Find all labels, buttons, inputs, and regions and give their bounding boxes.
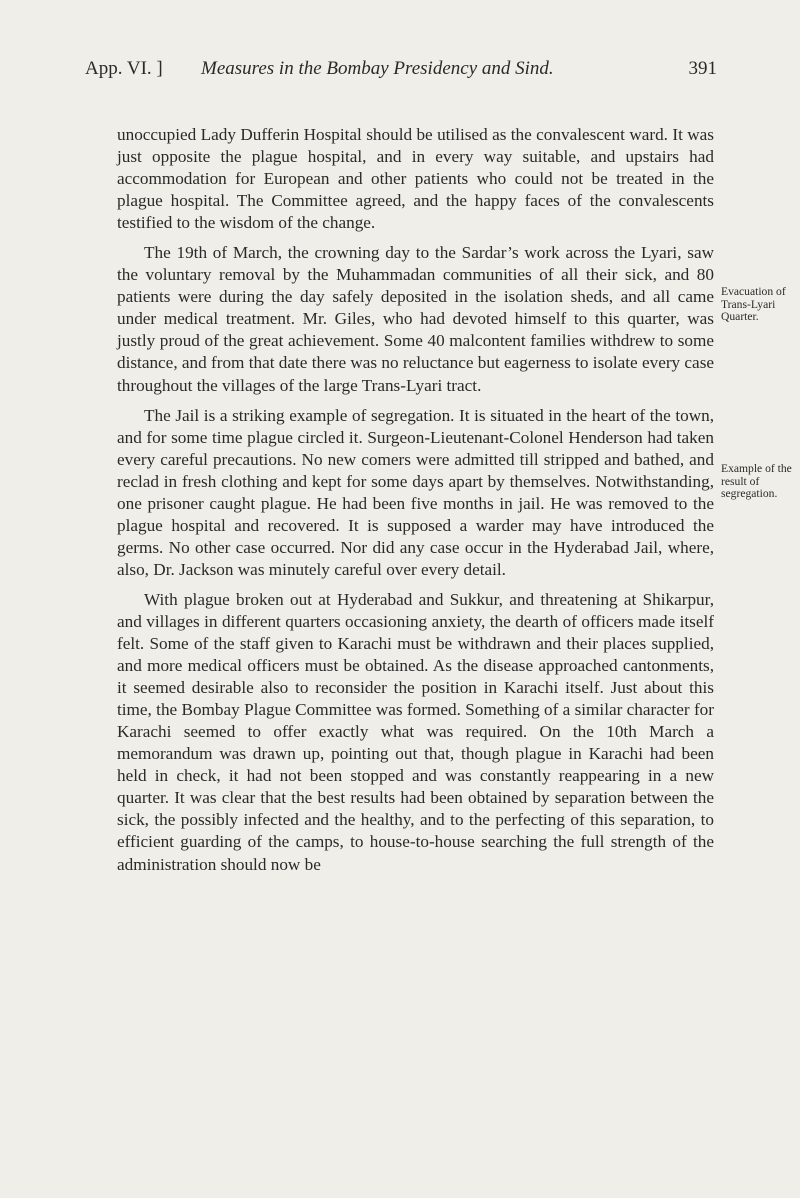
paragraph-3: The Jail is a striking example of segregation. It is situated in the heart of the town, and for some time plague circled it. Surgeon-Lieutenant-Colonel Henderson had taken every careful precautions. No new comers were admitted till stripped and bathed, and reclad in fresh clothing and kept for some days apart by themselves. Notwithstanding, one prisoner caught plague. He had been five months in jail. He was removed to the plague hospital and recovered. It is supposed a warder may have introduced the germs. No other case occurred. Nor did any case occur in the Hyderabad Jail, where, also, Dr. Jackson was minutely careful over every detail. [117, 405, 714, 579]
paragraph-2: The 19th of March, the crowning day to the Sardar’s work across the Lyari, saw the voluntary removal by the Muhammadan communities of all their sick, and 80 patients were during the day safely deposited in the isolation sheds, and all came under medical treatment. Mr. Giles, who had devoted himself to this quarter, was justly proud of the great achievement. Some 40 malcontent families withdrew to some distance, and from that date there was no reluctance but eagerness to isolate every case throughout the villages of the large Trans-Lyari tract. [117, 243, 715, 395]
page-body [117, 124, 714, 876]
running-title: Measures in the Bombay Presidency and Sind. [201, 58, 554, 79]
appendix-label: App. VI. ] [85, 58, 163, 79]
page-number: 391 [688, 58, 717, 79]
running-header [85, 58, 717, 88]
paragraph-4: With plague broken out at Hyderabad and Sukkur, and threatening at Shikarpur, and villages in different quarters occasioning anxiety, the dearth of officers made itself felt. Some of the staff given to Karachi must be withdrawn and their places supplied, and more medical officers must be obtained. As the disease approached cantonments, it seemed desirable also to reconsider the position in Karachi itself. Just about this time, the Bombay Plague Committee was formed. Something of a similar character for Karachi seemed to offer exactly what was required. On the 10th March a memorandum was drawn up, pointing out that, though plague in Karachi had been held in check, it had not been stopped and was constantly reappearing in a new quarter. It was clear that the best results had been obtained by separation between the sick, the possibly infected and the healthy, and to the perfecting of this separation, to efficient guarding of the camps, to house-to-house searching the full strength of the administration should now be [117, 589, 714, 874]
paragraph-1: unoccupied Lady Dufferin Hospital should be utilised as the convalescent ward. It was just opposite the plague hospital, and in every way suitable, and upstairs had accommodation for European and other patients who could not be treated in the plague hospital. The Committee agreed, and the happy faces of the convalescents testified to the wisdom of the change. [117, 125, 714, 233]
margin-note-segregation: Example of the result of segregation. [721, 462, 792, 500]
margin-note-evacuation: Evacuation of Trans-Lyari Quarter. [721, 285, 786, 323]
